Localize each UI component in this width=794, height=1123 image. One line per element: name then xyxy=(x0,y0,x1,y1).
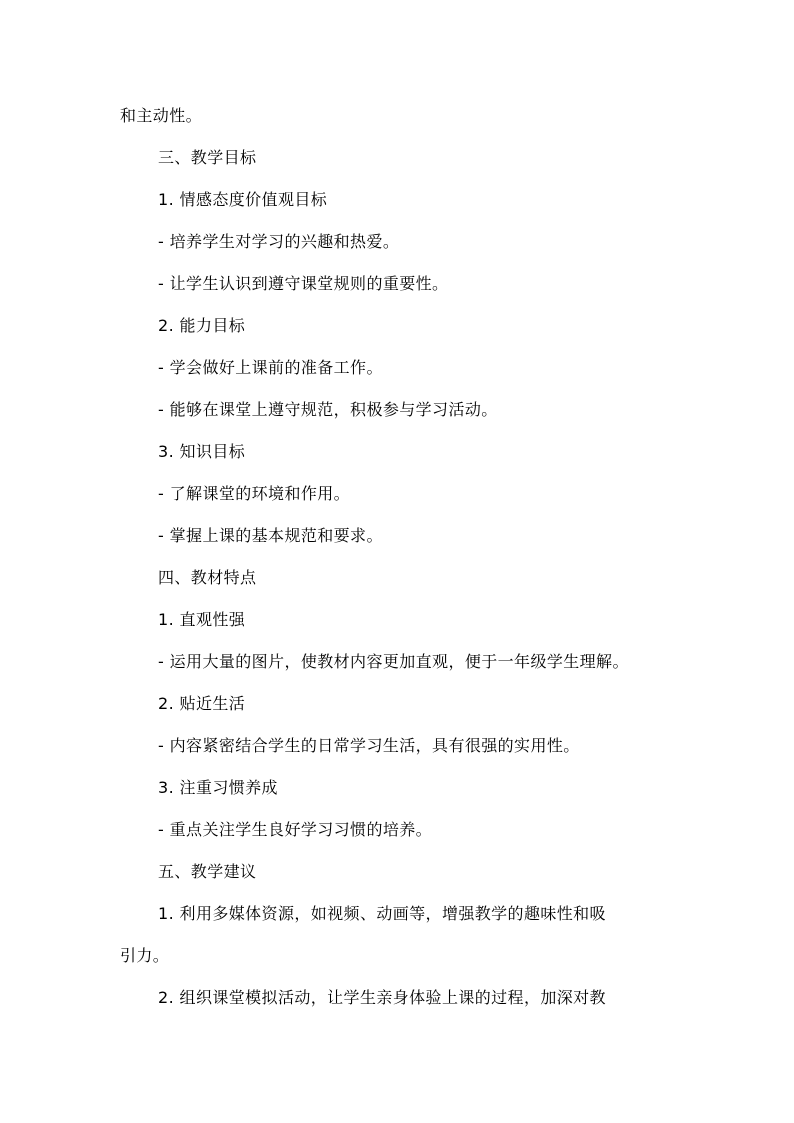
paragraph-continuation: 和主动性。 xyxy=(120,106,203,125)
list-item: - 掌握上课的基本规范和要求。 xyxy=(158,526,383,545)
section-heading-textbook-features: 四、教材特点 xyxy=(158,568,257,587)
list-item: - 运用大量的图片，使教材内容更加直观，便于一年级学生理解。 xyxy=(158,652,629,671)
list-item: - 学会做好上课前的准备工作。 xyxy=(158,358,383,377)
numbered-item-continuation: 引力。 xyxy=(120,946,170,965)
list-item: - 了解课堂的环境和作用。 xyxy=(158,484,351,503)
subheading-habit-forming: 3. 注重习惯养成 xyxy=(158,778,278,797)
list-item: - 让学生认识到遵守课堂规则的重要性。 xyxy=(158,274,449,293)
section-heading-goals: 三、教学目标 xyxy=(158,148,257,167)
subheading-emotion-goal: 1. 情感态度价值观目标 xyxy=(158,190,328,209)
list-item: - 能够在课堂上遵守规范，积极参与学习活动。 xyxy=(158,400,498,419)
subheading-knowledge-goal: 3. 知识目标 xyxy=(158,442,246,461)
list-item: - 内容紧密结合学生的日常学习生活，具有很强的实用性。 xyxy=(158,736,580,755)
numbered-item: 1. 利用多媒体资源，如视频、动画等，增强教学的趣味性和吸 xyxy=(158,904,606,923)
list-item: - 重点关注学生良好学习习惯的培养。 xyxy=(158,820,433,839)
subheading-intuitive: 1. 直观性强 xyxy=(158,610,246,629)
section-heading-teaching-suggestions: 五、教学建议 xyxy=(158,862,257,881)
list-item: - 培养学生对学习的兴趣和热爱。 xyxy=(158,232,400,251)
numbered-item: 2. 组织课堂模拟活动，让学生亲身体验上课的过程，加深对教 xyxy=(158,988,606,1007)
subheading-close-to-life: 2. 贴近生活 xyxy=(158,694,246,713)
subheading-ability-goal: 2. 能力目标 xyxy=(158,316,246,335)
